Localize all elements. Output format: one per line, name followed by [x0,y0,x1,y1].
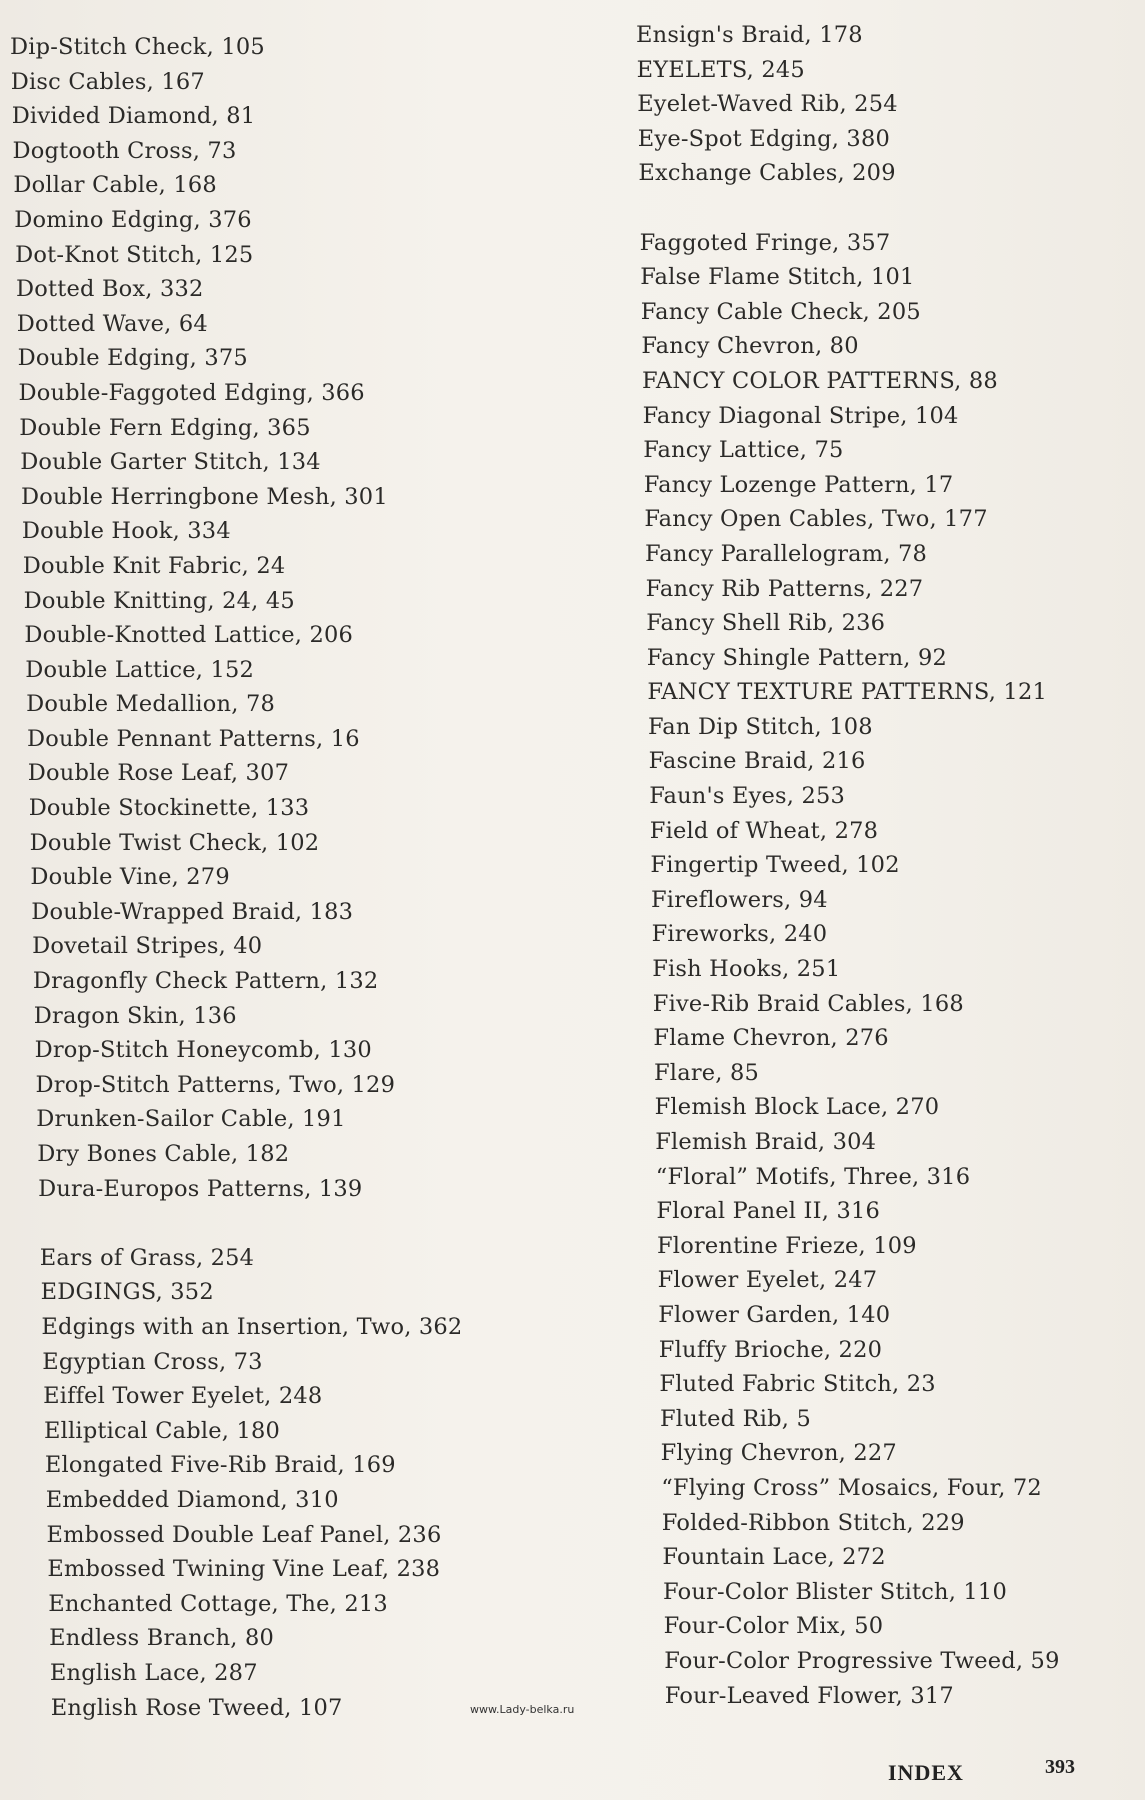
index-entry: Fluted Rib, 5 [660,1405,811,1432]
index-entry: Disc Cables, 167 [10,68,205,95]
index-entry: Fluffy Brioche, 220 [658,1336,883,1363]
index-entry: Ears of Grass, 254 [39,1244,255,1271]
index-entry: Fish Hooks, 251 [652,956,841,983]
index-entry: Fancy Diagonal Stripe, 104 [642,402,959,429]
index-entry: Divided Diamond, 81 [11,103,256,130]
index-entry: Drop-Stitch Honeycomb, 130 [34,1037,372,1064]
index-entry: Flemish Braid, 304 [655,1129,877,1155]
index-entry: Double Pennant Patterns, 16 [27,725,360,752]
index-entry: Fancy Cable Check, 205 [640,298,921,325]
index-entry: Fluted Fabric Stitch, 23 [659,1371,936,1398]
index-entry: FANCY COLOR PATTERNS, 88 [642,367,998,394]
index-entry: Double Stockinette, 133 [28,795,310,822]
index-entry: Dura-Europos Patterns, 139 [38,1175,363,1202]
index-entry: Dot-Knot Stitch, 125 [15,241,254,268]
index-entry: Folded-Ribbon Stitch, 229 [661,1509,965,1536]
index-entry: Dollar Cable, 168 [13,172,217,199]
index-entry: EDGINGS, 352 [40,1279,214,1306]
index-entry: False Flame Stitch, 101 [640,264,915,291]
index-entry: Fascine Braid, 216 [648,748,866,775]
index-entry: Flemish Block Lace, 270 [654,1094,940,1121]
index-column-left [10,30,530,1725]
index-entry: “Flying Cross” Mosaics, Four, 72 [661,1474,1042,1501]
index-entry: Fountain Lace, 272 [662,1544,886,1571]
index-entry: Eye-Spot Edging, 380 [637,125,890,152]
index-entry: Fancy Open Cables, Two, 177 [644,506,988,533]
index-entry: Domino Edging, 376 [14,206,252,233]
index-entry: Eyelet-Waved Rib, 254 [637,91,898,118]
index-entry: Dogtooth Cross, 73 [12,137,237,164]
index-entry: Double-Faggoted Edging, 366 [18,379,365,406]
index-entry: Eiffel Tower Eyelet, 248 [43,1383,323,1410]
index-entry: Elliptical Cable, 180 [44,1417,281,1444]
index-entry: Egyptian Cross, 73 [42,1348,263,1375]
footer-label: INDEX [888,1760,964,1785]
index-entry: Florentine Frieze, 109 [657,1232,917,1259]
index-entry: Faun's Eyes, 253 [649,783,845,810]
index-entry: FANCY TEXTURE PATTERNS, 121 [647,679,1047,706]
index-entry: Flower Eyelet, 247 [657,1267,878,1294]
index-entry: Double Knitting, 24, 45 [23,587,295,614]
index-entry: Dotted Box, 332 [16,276,204,303]
index-entry: Double Lattice, 152 [25,656,255,683]
index-entry: Double Fern Edging, 365 [19,414,311,441]
index-entry: Double Hook, 334 [21,518,231,545]
index-entry: Fancy Lozenge Pattern, 17 [643,471,954,498]
index-entry: Fan Dip Stitch, 108 [648,713,873,740]
index-entry: English Rose Tweed, 107 [50,1694,343,1721]
index-entry: Double Edging, 375 [17,345,248,372]
index-entry: Flame Chevron, 276 [653,1025,889,1052]
index-entry: Drop-Stitch Patterns, Two, 129 [35,1071,396,1098]
index-entry: Double Rose Leaf, 307 [27,760,290,787]
index-entry: Double Herringbone Mesh, 301 [21,483,388,510]
index-entry: Enchanted Cottage, The, 213 [48,1590,388,1617]
index-entry: Dip-Stitch Check, 105 [10,34,265,60]
index-entry: Endless Branch, 80 [49,1625,274,1652]
index-entry: “Floral” Motifs, Three, 316 [655,1163,971,1190]
index-entry: Five-Rib Braid Cables, 168 [652,990,964,1017]
index-entry: Dovetail Stripes, 40 [32,933,263,960]
index-entry: Fancy Chevron, 80 [641,333,859,360]
index-entry: Embossed Double Leaf Panel, 236 [46,1521,442,1548]
index-entry: Dry Bones Cable, 182 [37,1141,290,1167]
index-entry: Dotted Wave, 64 [16,310,208,337]
index-entry: Fancy Parallelogram, 78 [645,540,928,567]
index-entry: Embedded Diamond, 310 [45,1486,339,1513]
index-entry: Double Garter Stitch, 134 [20,449,321,476]
index-entry: Exchange Cables, 209 [638,160,896,187]
index-entry: Drunken-Sailor Cable, 191 [36,1106,346,1133]
index-entry: Double Vine, 279 [30,864,230,891]
index-entry: Floral Panel II, 316 [656,1198,880,1225]
index-entry: Fancy Shell Rib, 236 [646,610,886,637]
index-entry: Double Twist Check, 102 [29,829,320,856]
index-entry: Ensign's Braid, 178 [636,22,863,48]
index-entry: Four-Color Progressive Tweed, 59 [664,1647,1060,1674]
index-entry: Double-Knotted Lattice, 206 [24,622,353,649]
index-entry: Flying Chevron, 227 [660,1440,897,1467]
index-entry: Edgings with an Insertion, Two, 362 [41,1313,463,1340]
index-entry: Dragon Skin, 136 [33,1002,237,1029]
page-number: 393 [1045,1756,1075,1778]
index-entry: Dragonfly Check Pattern, 132 [32,968,379,995]
index-entry: Fireworks, 240 [651,921,828,948]
index-entry: Flower Garden, 140 [658,1301,891,1328]
index-column-right [636,18,1136,1713]
index-entry: Four-Color Mix, 50 [663,1613,884,1640]
index-entry: Faggoted Fringe, 357 [639,229,891,256]
index-entry: English Lace, 287 [49,1659,258,1686]
index-entry: Fancy Rib Patterns, 227 [645,575,924,602]
section-gap [639,191,1136,226]
index-entry: Fingertip Tweed, 102 [650,852,900,879]
index-entry: Fancy Shingle Pattern, 92 [646,644,948,671]
index-entry: Fireflowers, 94 [651,886,828,913]
index-entry: Four-Color Blister Stitch, 110 [663,1578,1007,1605]
index-entry: Elongated Five-Rib Braid, 169 [44,1452,396,1479]
index-entry: Double-Wrapped Braid, 183 [31,898,354,925]
index-entry: EYELETS, 245 [636,56,805,83]
index-entry: Double Knit Fabric, 24 [22,552,286,579]
index-entry: Embossed Twining Vine Leaf, 238 [47,1556,441,1583]
watermark: www.Lady-belka.ru [470,1703,575,1716]
section-gap [39,1206,530,1241]
index-entry: Double Medallion, 78 [26,691,275,718]
index-entry: Fancy Lattice, 75 [643,437,844,464]
index-entry: Flare, 85 [654,1059,760,1086]
index-entry: Four-Leaved Flower, 317 [664,1682,954,1709]
index-entry: Field of Wheat, 278 [649,817,879,844]
